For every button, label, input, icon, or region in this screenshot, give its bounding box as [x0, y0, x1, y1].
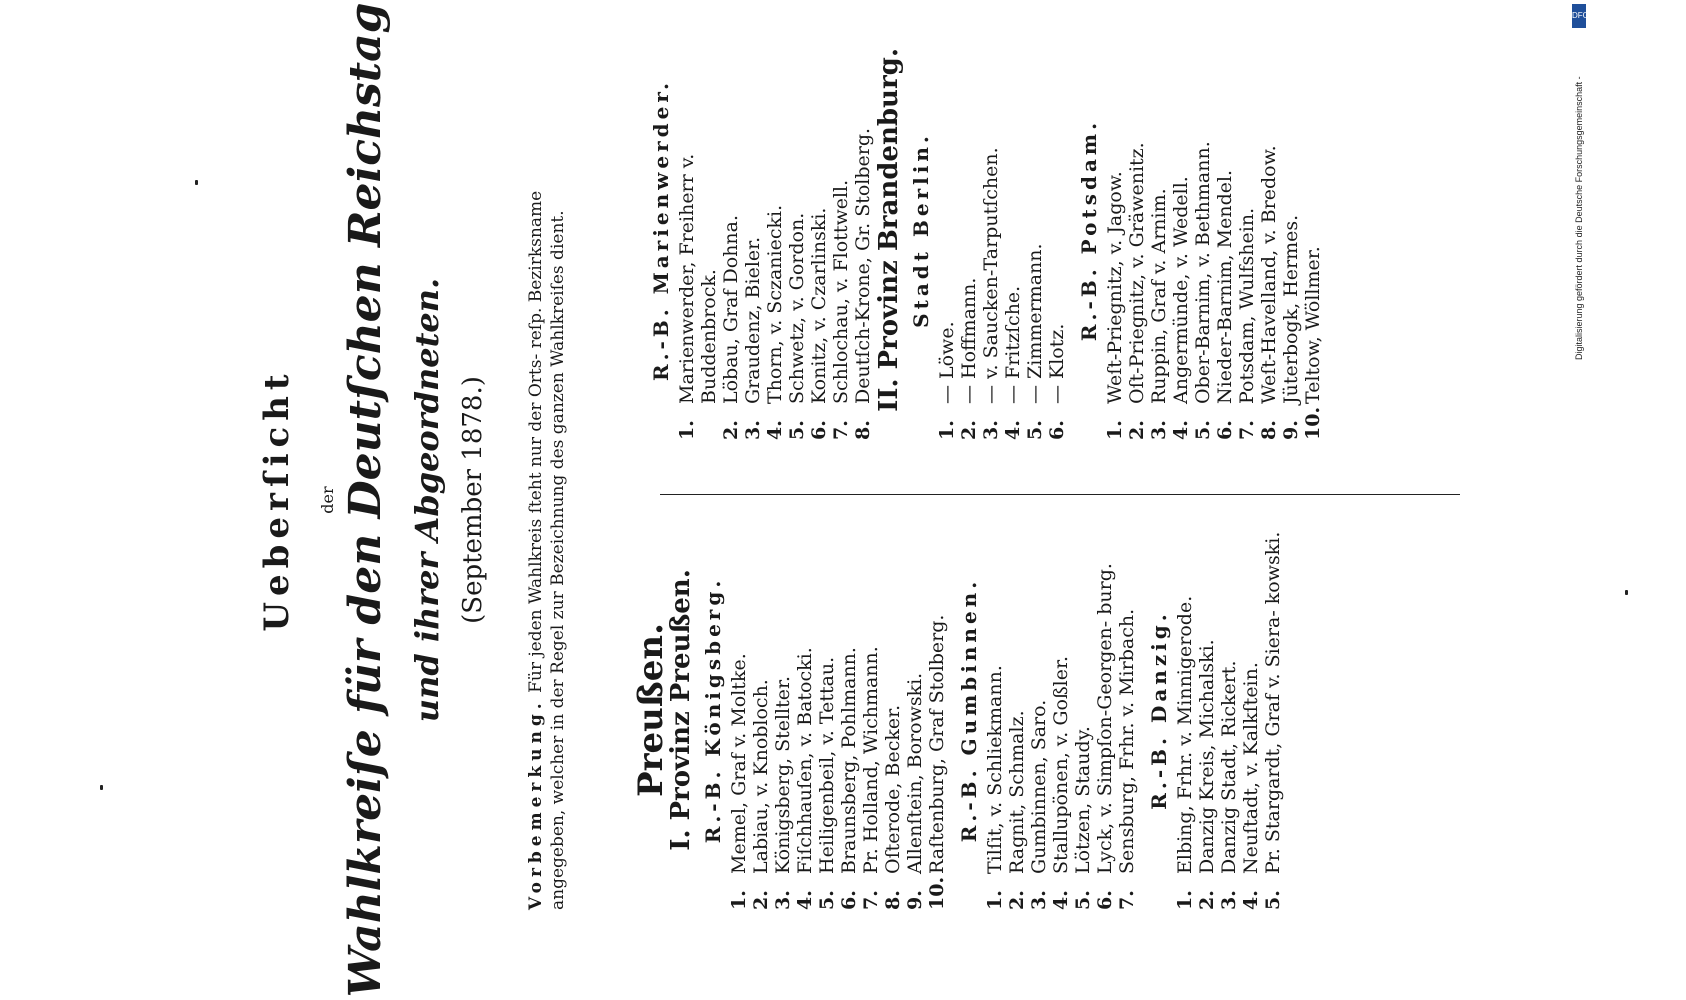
district-list [1174, 510, 1284, 910]
list-item [1258, 20, 1280, 440]
list-item [1192, 20, 1214, 440]
item-number: 7. [830, 420, 852, 440]
list-item [1046, 20, 1068, 440]
item-number: 1. [984, 890, 1006, 910]
list-item [676, 20, 720, 440]
item-number: 10. [1302, 406, 1324, 440]
item-text: Neuſtadt, v. Kalkſtein. [1240, 662, 1262, 874]
item-text: Ragnit, Schmalz. [1006, 710, 1028, 874]
item-text: Jüterbogk, Hermes. [1280, 214, 1302, 404]
item-text: Ruppin, Graf v. Arnim. [1148, 188, 1170, 404]
item-text: Allenſtein, Borowski. [904, 672, 926, 874]
item-number: 4. [1240, 890, 1262, 910]
list-item [882, 510, 904, 910]
list-item [1240, 510, 1262, 910]
item-number: 6. [838, 890, 860, 910]
item-number: 3. [1148, 420, 1170, 440]
item-number: 3. [772, 890, 794, 910]
list-item [860, 510, 882, 910]
item-text: — Klotz. [1046, 323, 1068, 404]
list-item [786, 20, 808, 440]
list-item [1116, 510, 1138, 910]
list-item [794, 510, 816, 910]
item-text: Weſt-Priegnitz, v. Jagow. [1104, 171, 1126, 404]
item-number: 2. [750, 890, 772, 910]
item-number: 7. [860, 890, 882, 910]
column-divider [660, 494, 1460, 495]
item-number: 5. [1192, 420, 1214, 440]
item-text: Angermünde, v. Wedell. [1170, 176, 1192, 404]
funding-note [1572, 0, 1586, 1000]
item-text: Thorn, v. Sczaniecki. [764, 204, 786, 404]
item-text: Memel, Graf v. Moltke. [728, 653, 750, 874]
item-text: Marienwerder, Freiherr v. Buddenbrock. [676, 153, 720, 404]
item-number: 1. [728, 890, 750, 910]
list-item [1126, 20, 1148, 440]
list-item [1218, 510, 1240, 910]
item-text: Stallupönen, v. Goßler. [1050, 656, 1072, 874]
item-number: 3. [742, 420, 764, 440]
item-number: 6. [1094, 890, 1116, 910]
item-text: — Fritzſche. [1002, 285, 1024, 404]
item-number: 2. [1006, 890, 1028, 910]
item-number: 9. [1280, 420, 1302, 440]
title-main: Wahlkreiſe für den Deutſchen Reichstag [340, 2, 391, 998]
list-item [958, 20, 980, 440]
country-heading: Preußen. [631, 623, 671, 797]
item-text: — v. Saucken-Tarputſchen. [980, 147, 1002, 404]
preliminary-remark [525, 100, 569, 910]
item-text: Ober-Barnim, v. Bethmann. [1192, 141, 1214, 404]
list-item [764, 20, 786, 440]
item-number: 9. [904, 890, 926, 910]
item-text: Heiligenbeil, v. Tettau. [816, 656, 838, 874]
item-text: Gumbinnen, Saro. [1028, 699, 1050, 874]
title-der: der [318, 486, 337, 514]
list-item [904, 510, 926, 910]
list-item [1148, 20, 1170, 440]
item-text: Löbau, Graf Dohna. [720, 214, 742, 404]
item-number: 7. [1116, 890, 1138, 910]
item-number: 4. [1002, 420, 1024, 440]
district-list [936, 20, 1068, 440]
item-number: 1. [1174, 890, 1196, 910]
item-number: 3. [1028, 890, 1050, 910]
list-item [1196, 510, 1218, 910]
district-list [676, 20, 874, 440]
list-item [750, 510, 772, 910]
province-heading: II. Provinz Brandenburg. [874, 48, 904, 412]
district-list [1104, 20, 1324, 440]
item-text: Deutſch-Krone, Gr. Stolberg. [852, 127, 874, 404]
title-top: Ueberſicht [257, 368, 297, 632]
funding-note-text: Digitalisierung gefördert durch die Deutsche Forschungsgemeinschaft - [1574, 76, 1584, 360]
section-heading: Stadt Berlin. [909, 132, 933, 328]
item-number: 6. [1046, 420, 1068, 440]
item-text: Potsdam, Wulfshein. [1236, 207, 1258, 404]
item-number: 4. [794, 890, 816, 910]
item-number: 3. [1218, 890, 1240, 910]
list-item [1024, 20, 1046, 440]
item-text: Oſt-Priegnitz, v. Gräwenitz. [1126, 142, 1148, 404]
list-item [830, 20, 852, 440]
section-heading: R.-B. Gumbinnen. [957, 577, 981, 843]
list-item [1002, 20, 1024, 440]
item-text: Teltow, Wöllmer. [1302, 246, 1324, 404]
item-text: Braunsberg, Pohlmann. [838, 647, 860, 874]
remark-text: Für jeden Wahlkreis ſteht nur der Orts- reſp. Bezirksname angegeben, welcher in der Regel zur Bezeichnung des ganzen Wahlkreiſes dient. [526, 190, 568, 910]
list-item [728, 510, 750, 910]
scan-speck [1625, 590, 1628, 595]
district-list [984, 510, 1138, 910]
item-number: 5. [1072, 890, 1094, 910]
section-heading: R.-B. Königsberg. [701, 576, 725, 844]
item-number: 8. [882, 890, 904, 910]
item-number: 1. [936, 420, 958, 440]
item-text: Pr. Stargardt, Graf v. Siera- kowski. [1262, 531, 1284, 874]
scan-speck [100, 785, 103, 790]
item-text: Graudenz, Bieler. [742, 236, 764, 404]
item-text: Schlochau, v. Flottwell. [830, 179, 852, 404]
item-text: Lyck, v. Simpſon-Georgen- burg. [1094, 563, 1116, 874]
item-text: — Löwe. [936, 321, 958, 404]
item-text: Königsberg, Stellter. [772, 675, 794, 874]
item-number: 2. [1126, 420, 1148, 440]
list-item [1262, 510, 1284, 910]
list-item [1302, 20, 1324, 440]
list-item [1104, 20, 1126, 440]
list-item [1006, 510, 1028, 910]
item-number: 2. [1196, 890, 1218, 910]
item-number: 2. [720, 420, 742, 440]
list-item [1094, 510, 1116, 910]
item-text: Konitz, v. Czarlinski. [808, 207, 830, 404]
list-item [772, 510, 794, 910]
title-sub: und ihrer Abgeordneten. [408, 277, 446, 723]
list-item [1072, 510, 1094, 910]
item-number: 4. [1050, 890, 1072, 910]
title-date: (September 1878.) [458, 376, 488, 624]
item-number: 7. [1236, 420, 1258, 440]
item-text: Fiſchhauſen, v. Batocki. [794, 647, 816, 874]
scan-speck [195, 180, 198, 185]
item-text: Danzig Stadt, Rickert. [1218, 660, 1240, 874]
item-number: 5. [1262, 890, 1284, 910]
item-text: — Zimmermann. [1024, 243, 1046, 404]
section-heading: R.-B. Danzig. [1147, 610, 1171, 810]
section-heading: R.-B. Marienwerder. [649, 78, 673, 382]
item-number: 1. [676, 420, 698, 440]
item-text: Weſt-Havelland, v. Bredow. [1258, 145, 1280, 404]
list-item [984, 510, 1006, 910]
item-number: 6. [1214, 420, 1236, 440]
list-item [1214, 20, 1236, 440]
item-text: Nieder-Barnim, Mendel. [1214, 169, 1236, 404]
left-column [631, 510, 1284, 910]
right-column [640, 20, 1324, 440]
item-number: 8. [852, 420, 874, 440]
list-item [936, 20, 958, 440]
item-number: 4. [764, 420, 786, 440]
item-number: 6. [808, 420, 830, 440]
list-item [1028, 510, 1050, 910]
list-item [1236, 20, 1258, 440]
item-text: Oſterode, Becker. [882, 704, 904, 874]
list-item [742, 20, 764, 440]
district-list [728, 510, 948, 910]
list-item [816, 510, 838, 910]
item-text: Schwetz, v. Gordon. [786, 212, 808, 404]
list-item [926, 510, 948, 910]
item-number: 2. [958, 420, 980, 440]
list-item [852, 20, 874, 440]
item-number: 5. [786, 420, 808, 440]
item-number: 3. [980, 420, 1002, 440]
item-number: 5. [1024, 420, 1046, 440]
remark-lead: Vorbemerkung. [526, 698, 546, 910]
item-number: 4. [1170, 420, 1192, 440]
item-text: Pr. Holland, Wichmann. [860, 646, 882, 874]
province-heading: I. Provinz Preußen. [666, 569, 696, 851]
list-item [1280, 20, 1302, 440]
list-item [808, 20, 830, 440]
item-text: Danzig Kreis, Michalski. [1196, 639, 1218, 874]
item-text: Raſtenburg, Graf Stolberg. [926, 614, 948, 874]
item-text: Elbing, Frhr. v. Minnigerode. [1174, 595, 1196, 874]
list-item [980, 20, 1002, 440]
item-text: Lötzen, Staudy. [1072, 726, 1094, 874]
item-number: 10. [926, 876, 948, 910]
list-item [1170, 20, 1192, 440]
list-item [838, 510, 860, 910]
list-item [1174, 510, 1196, 910]
item-text: Tilſit, v. Schliekmann. [984, 665, 1006, 874]
section-heading: R.-B. Potsdam. [1077, 118, 1101, 342]
item-text: Sensburg, Frhr. v. Mirbach. [1116, 608, 1138, 874]
dfg-logo: DFG [1572, 4, 1586, 28]
item-number: 8. [1258, 420, 1280, 440]
list-item [720, 20, 742, 440]
list-item [1050, 510, 1072, 910]
item-text: Labiau, v. Knobloch. [750, 679, 772, 874]
item-number: 1. [1104, 420, 1126, 440]
item-text: — Hoffmann. [958, 277, 980, 404]
item-number: 5. [816, 890, 838, 910]
